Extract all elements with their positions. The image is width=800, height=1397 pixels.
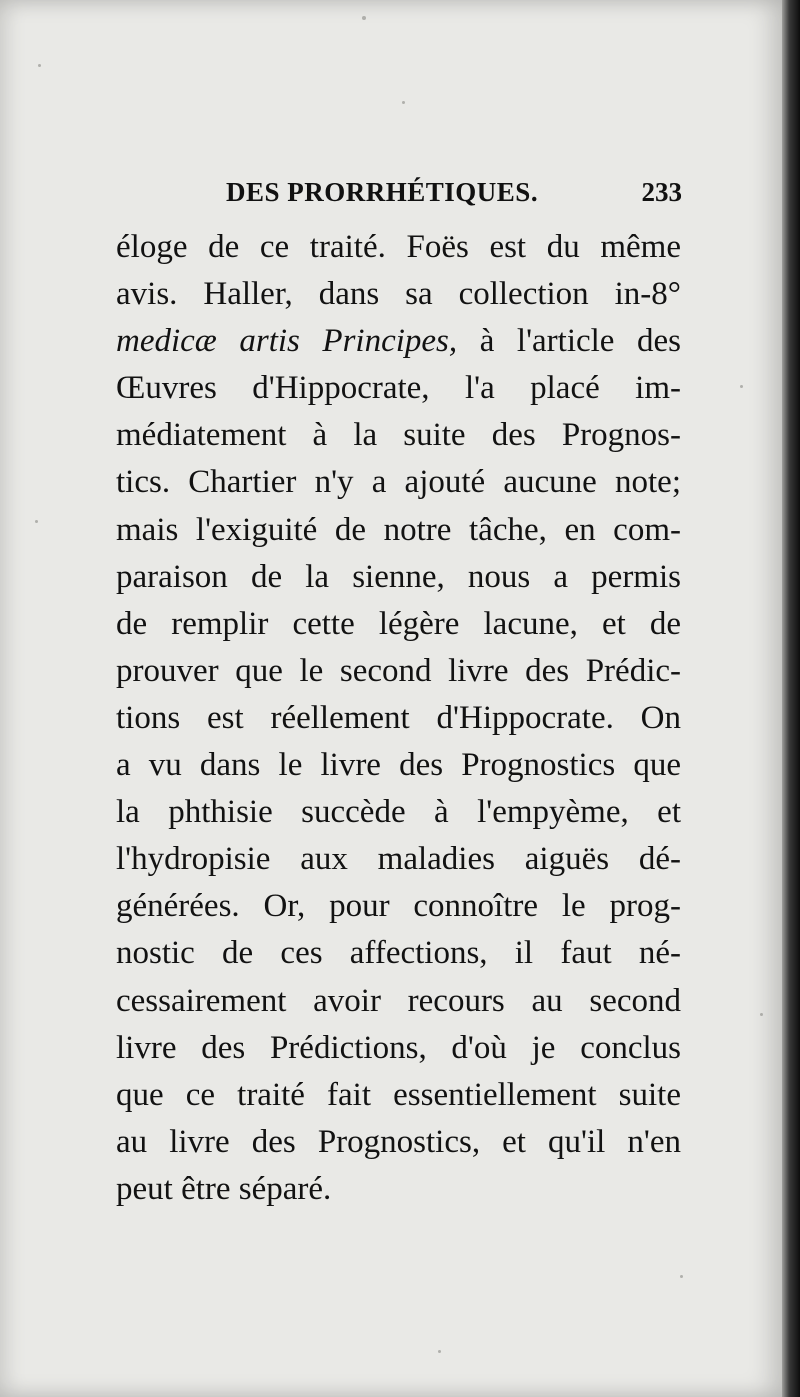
body-text — [116, 224, 681, 1213]
text-line: de remplir cette légère lacune, et de — [116, 605, 681, 642]
text-line: avis. Haller, dans sa collection in-8° — [116, 276, 681, 313]
text-line: cessairement avoir recours au second — [116, 982, 681, 1019]
running-title: DES PRORRHÉTIQUES. — [226, 177, 539, 207]
italic-title: medicæ artis Principes, — [116, 323, 458, 360]
text-line: que ce traité fait essentiellement suite — [116, 1076, 681, 1113]
text-line: prouver que le second livre des Prédic- — [116, 652, 681, 689]
text-line — [116, 318, 681, 365]
paper-speck — [362, 16, 366, 20]
text-line: mais l'exiguité de notre tâche, en com- — [116, 511, 681, 548]
text-line-rest: à l'article des — [457, 323, 681, 360]
paper-speck — [402, 101, 405, 104]
text-line: au livre des Prognostics, et qu'il n'en — [116, 1123, 681, 1160]
page-number: 233 — [641, 177, 682, 207]
paper-speck — [35, 520, 38, 523]
text-line: éloge de ce traité. Foës est du même — [116, 229, 681, 265]
text-line: nostic de ces affections, il faut né- — [116, 935, 681, 972]
paper-speck — [760, 1013, 763, 1016]
text-line: tics. Chartier n'y a ajouté aucune note; — [116, 464, 681, 501]
paper-speck — [680, 1275, 683, 1278]
paper-speck — [38, 64, 41, 67]
paper-speck — [438, 1350, 441, 1353]
scan-dark-edge — [782, 0, 800, 1397]
text-line: a vu dans le livre des Prognostics que — [116, 747, 681, 784]
text-line: tions est réellement d'Hippocrate. On — [116, 699, 681, 736]
text-line: livre des Prédictions, d'où je conclus — [116, 1029, 681, 1066]
text-line: paraison de la sienne, nous a permis — [116, 558, 681, 595]
text-line: médiatement à la suite des Prognos- — [116, 417, 681, 454]
text-line: générées. Or, pour connoître le prog- — [116, 888, 681, 925]
text-line: peut être séparé. — [116, 1170, 332, 1207]
text-line: l'hydropisie aux maladies aiguës dé- — [116, 841, 681, 878]
text-line: la phthisie succède à l'empyème, et — [116, 794, 681, 831]
text-line: Œuvres d'Hippocrate, l'a placé im- — [116, 370, 681, 407]
paper-speck — [740, 385, 743, 388]
page-header — [226, 177, 682, 221]
